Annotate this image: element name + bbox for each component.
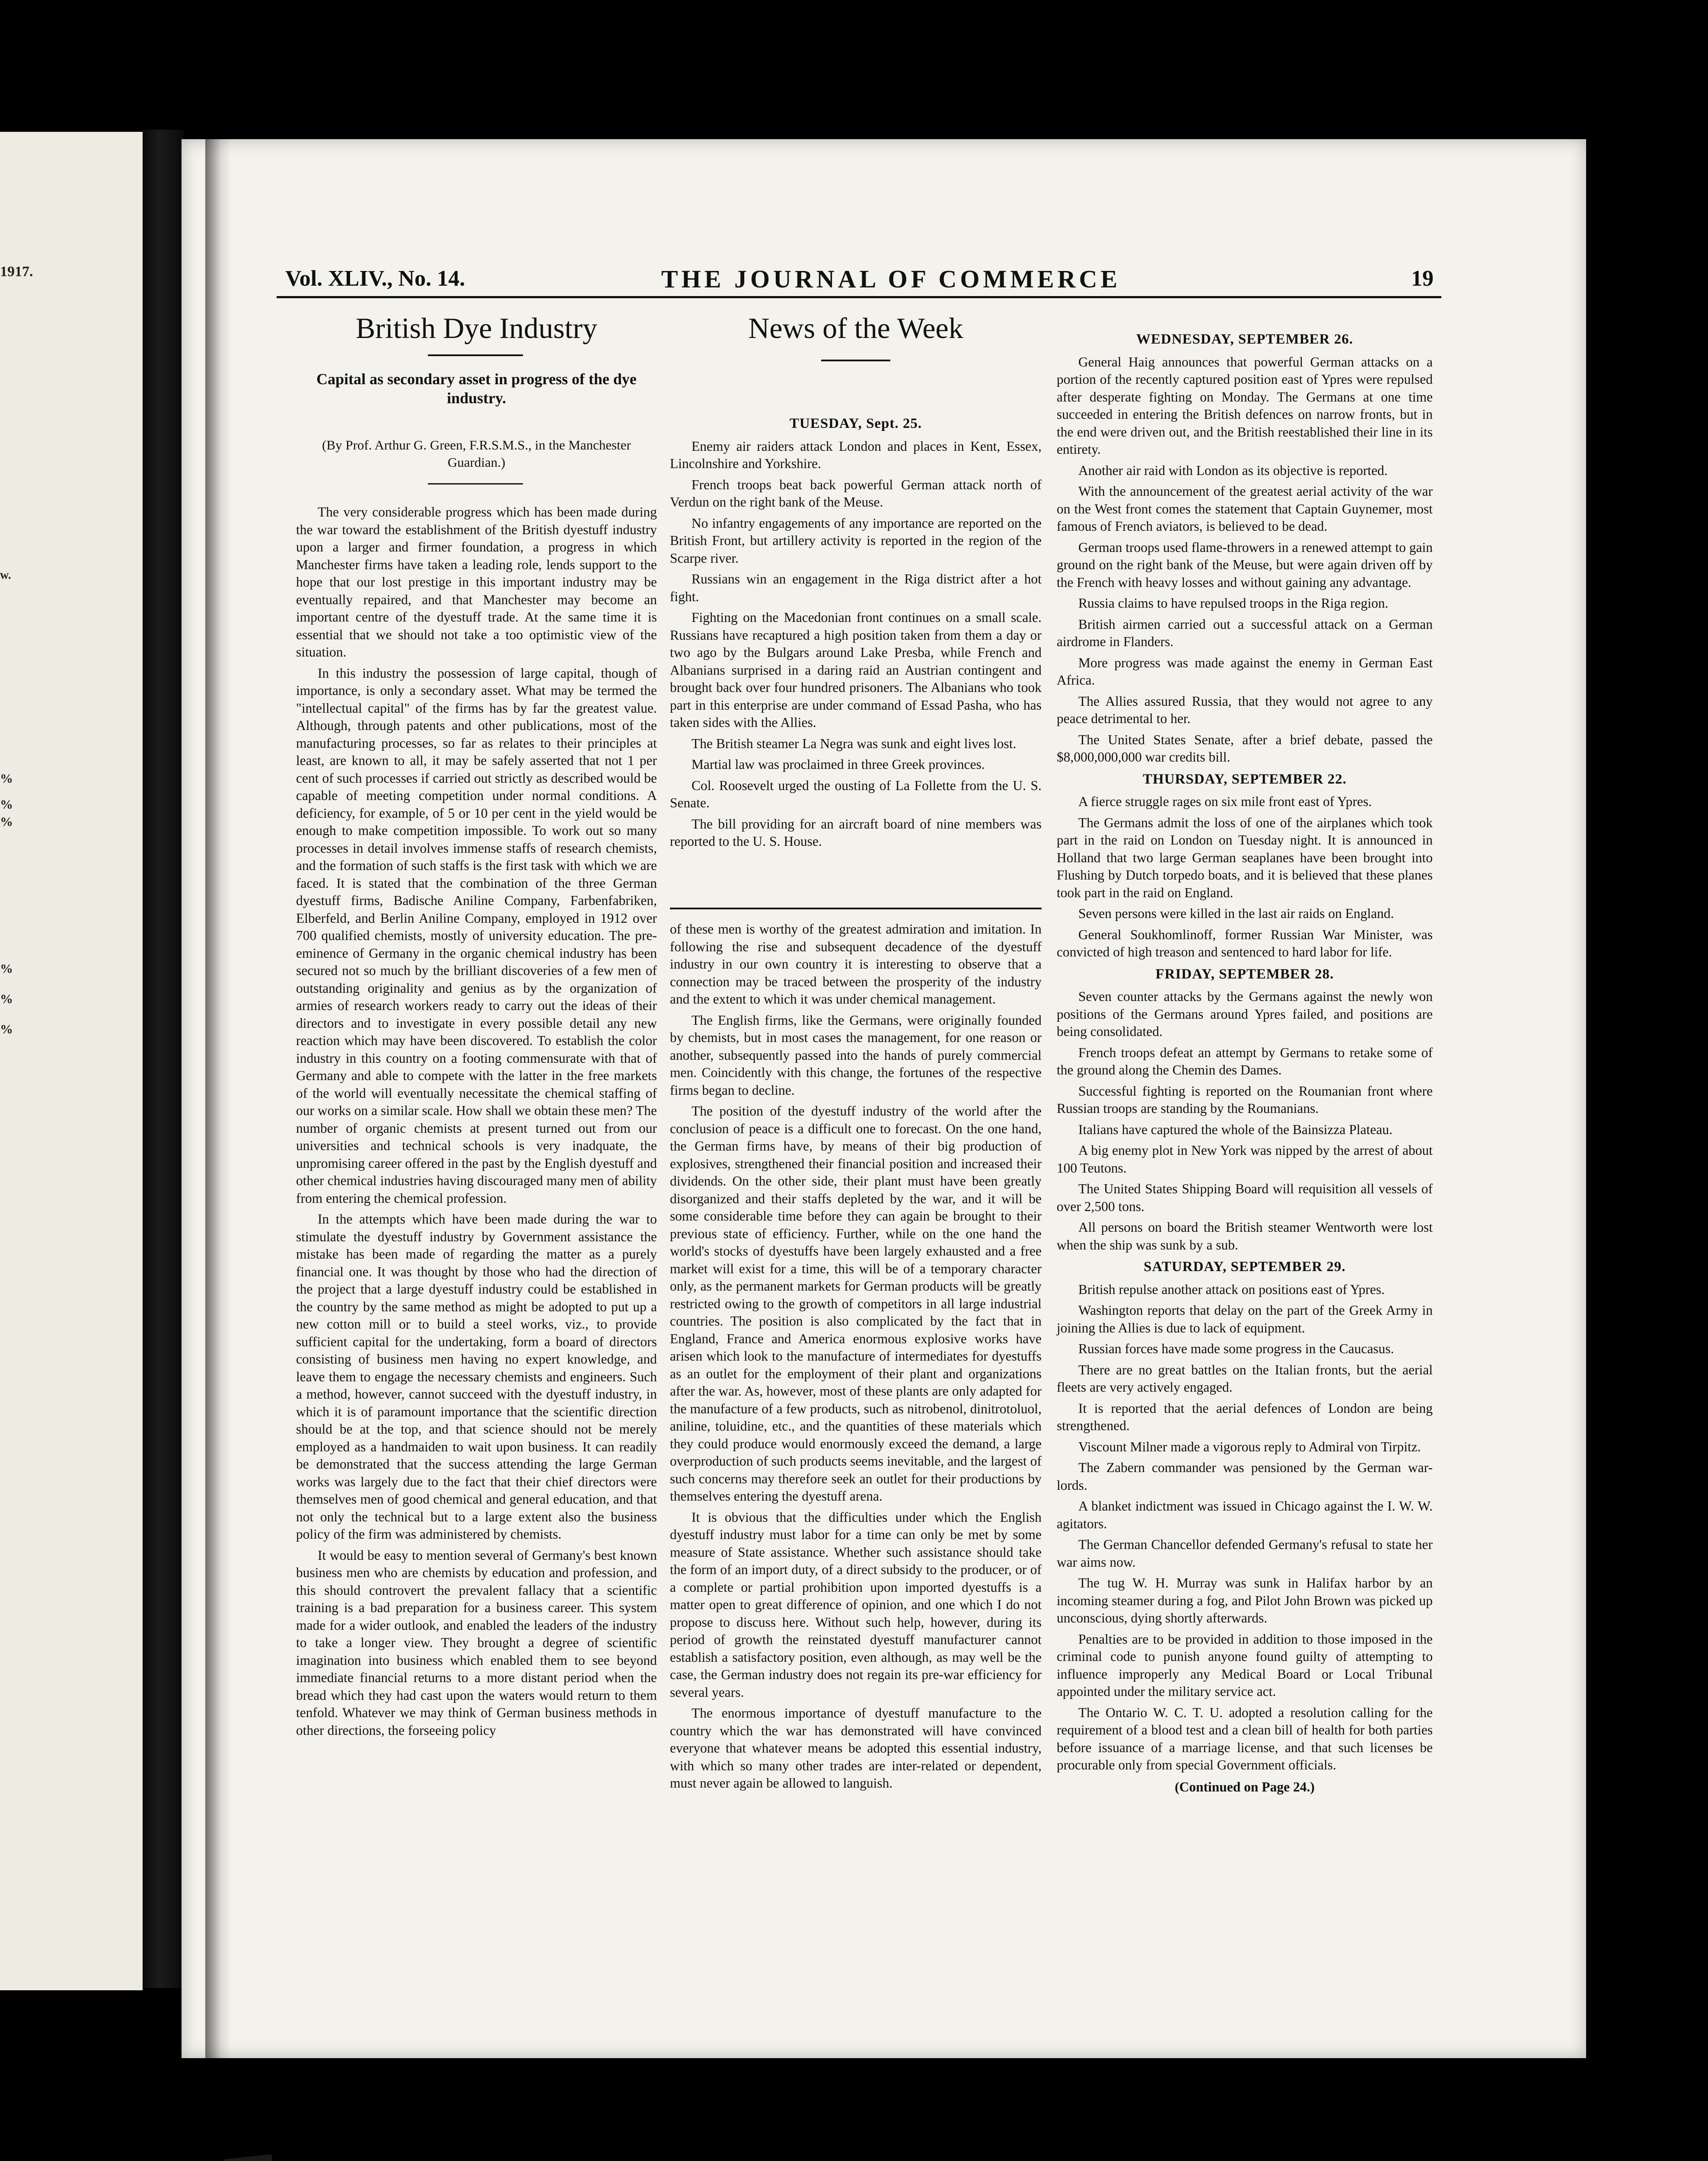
news-item: All persons on board the British steamer Wentworth were lost when the ship was sunk by a sub.: [1057, 1220, 1433, 1253]
news-item: British airmen carried out a successful attack on a German airdrome in Flanders.: [1057, 616, 1433, 649]
column-divider-rule: [670, 908, 1042, 909]
prev-page-fragment: %: [0, 992, 13, 1006]
news-item: Russian forces have made some progress in the Caucasus.: [1078, 1341, 1394, 1356]
article-paragraph: It is obvious that the difficulties under which the English dyestuff industry must labor for a time can only be met by some measure of State assistance. Whether such assistance should take the form of an import duty, of a direct subsidy to the producer, or of a complete or partial prohibition upon imported dyestuffs is a matter open to great difference of opinion, and one which I do not propose to discuss here. Without such help, however, during its period of growth the reinstated dyestuff manufacturer cannot establish a satisfactory position, even although, as may well be the case, the German industry does not regain its pre-war efficiency for several years.: [670, 1509, 1042, 1700]
publication-title: THE JOURNAL OF COMMERCE: [661, 265, 1121, 293]
article-byline: (By Prof. Arthur G. Green, F.R.S.M.S., in the Manchester Guardian.): [322, 437, 631, 470]
prev-page-fragment: %: [0, 797, 13, 812]
article-column-1: [296, 504, 657, 1743]
news-item: The Ontario W. C. T. U. adopted a resolution calling for the requirement of a blood test and a clean bill of health for both parties before issuance of a marriage license, and that such licenses be procurable only from special Government officials.: [1057, 1705, 1433, 1772]
news-item: Another air raid with London as its objective is reported.: [1078, 462, 1388, 478]
article-paragraph: The English firms, like the Germans, were originally founded by chemists, but in most cases the management, for one reason or another, subsequently passed into the hands of purely commercial men. Coincidently with this change, the fortunes of the respective firms began to decline.: [670, 1012, 1042, 1098]
headline-rule: [428, 354, 523, 356]
volume-number: Vol. XLIV., No. 14.: [285, 266, 465, 291]
prev-page-fragment: %: [0, 815, 13, 829]
news-headline: News of the Week: [748, 312, 963, 344]
news-item: The United States Shipping Board will requisition all vessels of over 2,500 tons.: [1057, 1181, 1433, 1214]
news-item: Col. Roosevelt urged the ousting of La Follette from the U. S. Senate.: [670, 778, 1042, 810]
news-item: The Zabern commander was pensioned by the German war-lords.: [1057, 1460, 1433, 1493]
article-paragraph: In the attempts which have been made during the war to stimulate the dyestuff industry by Government assistance the mistake has been made of regarding the matter as a purely financial one. It was thought by those who had the direction of the project that a large dyestuff industry could be established in the country by the same method as might be adopted to put up a new cotton mill or to build a steel works, viz., to provide sufficient capital for the undertaking, form a board of directors consisting of business men having no expert knowledge, and leave them to engage the necessary chemists and engineers. Such a method, however, cannot succeed with the dyestuff industry, in which it is of paramount importance that the scientific direction should be at the top, and that science should not be merely employed as a handmaiden to wait upon business. It can readily be demonstrated that the success attending the large German works was largely due to the fact that their chief directors were themselves men of good chemical and general education, and that not only the technical but to a large extent also the business policy of the firm was administered by chemists.: [296, 1211, 657, 1542]
news-column-right: [1057, 326, 1433, 1799]
continued-notice: (Continued on Page 24.): [1175, 1779, 1315, 1794]
prev-page-fragment: w.: [0, 568, 11, 582]
news-item: The Germans admit the loss of one of the airplanes which took part in the raid on London on Tuesday night. It is announced in Holland that two large German seaplanes have been brought into Flushing by Dutch torpedo boats, and it is believed that these planes took part in the raid on England.: [1057, 815, 1433, 900]
news-item: Russians win an engagement in the Riga district after a hot fight.: [670, 571, 1042, 604]
prev-page-fragment: %: [0, 1022, 13, 1036]
article-paragraph: It would be easy to mention several of Germany's best known business men who are chemists by education and profession, and this should controvert the prevalent fallacy that a scientific training is a bad preparation for a business career. This system made for a wider outlook, and enabled the leaders of the industry to take a longer view. They brought a degree of scientific imagination into business which enabled them to see beyond immediate financial returns to a more distant period when the bread which they had cast upon the waters would return to them tenfold. Whatever we may think of German business methods in other directions, the forseeing policy: [296, 1547, 657, 1738]
news-item: Seven counter attacks by the Germans against the newly won positions of the Germans around Ypres failed, and positions are being consolidated.: [1057, 989, 1433, 1039]
news-column-top: [670, 411, 1042, 854]
prev-page-fragment: %: [0, 771, 13, 786]
news-item: Martial law was proclaimed in three Greek provinces.: [691, 757, 985, 772]
article-paragraph: The position of the dyestuff industry of the world after the conclusion of peace is a difficult one to forecast. On the one hand, the German firms have, by means of their big production of explosives, strengthened their financial position and increased their dividends. On the other side, their plant must have been greatly disorganized and their staffs depleted by the war, and it will be some considerable time before they can again be brought to their previous state of efficiency. Further, while on the one hand the world's stocks of dyestuffs have been largely exhausted and a free market will exist for a time, this will be of a temporary character only, as the permanent markets for German products will be greatly restricted owing to the growth of competitors in all large industrial countries. The position is also complicated by the fact that in England, France and America enormous explosive works have arisen which look to the manufacture of intermediates for dyestuffs as an outlet for the employment of their plant and organizations after the war. As, however, most of these plants are only adapted for the manufacture of a few products, such as nitrobenol, dinitrotoluol, aniline, toluidine, etc., and the quantities of these materials which they could produce would enormously exceed the demand, a large overproduction of such products seems inevitable, and the largest of such concerns may therefore seek an outlet for their productions by themselves entering the dyestuff arena.: [670, 1103, 1042, 1504]
day-heading: THURSDAY, SEPTEMBER 22.: [1143, 771, 1347, 787]
news-item: Washington reports that delay on the part of the Greek Army in joining the Allies is due to lack of equipment.: [1057, 1303, 1433, 1335]
news-item: General Haig announces that powerful German attacks on a portion of the recently captured position east of Ypres were repulsed after desperate fighting on Monday. The Germans at one time succeeded in entering the British defences on narrow fronts, but in the end were driven out, and the British reestablished their line in its entirety.: [1057, 354, 1433, 457]
news-item: The bill providing for an aircraft board of nine members was reported to the U. S. House.: [670, 816, 1042, 849]
news-item: A big enemy plot in New York was nipped by the arrest of about 100 Teutons.: [1057, 1143, 1433, 1176]
news-item: Russia claims to have repulsed troops in the Riga region.: [1078, 596, 1389, 611]
byline-rule: [428, 483, 523, 484]
news-item: More progress was made against the enemy in German East Africa.: [1057, 655, 1433, 688]
news-item: German troops used flame-throwers in a renewed attempt to gain ground on the right bank of the Meuse, but were again driven off by the French with heavy losses and without gaining any advantage.: [1057, 539, 1433, 590]
page-number: 19: [1411, 266, 1434, 291]
news-item: Viscount Milner made a vigorous reply to Admiral von Tirpitz.: [1078, 1439, 1421, 1454]
news-item: The tug W. H. Murray was sunk in Halifax harbor by an incoming steamer during a fog, and Pilot John Brown was picked up unconscious, dying shortly afterwards.: [1057, 1575, 1433, 1626]
day-heading: FRIDAY, SEPTEMBER 28.: [1155, 966, 1334, 982]
page-fold-shadow: [205, 139, 231, 2058]
news-item: There are no great battles on the Italian fronts, but the aerial fleets are very actively engaged.: [1057, 1362, 1433, 1395]
article-paragraph: The very considerable progress which has been made during the war toward the establishment of the British dyestuff industry upon a larger and firmer foundation, a progress in which Manchester firms have taken a leading role, lends support to the hope that our lost prestige in this important industry may be eventually repaired, and that Manchester may become an important centre of the dyestuff trade. At the same time it is essential that we should not take a too optimistic view of the situation.: [296, 504, 657, 660]
news-item: No infantry engagements of any importance are reported on the British Front, but artillery activity is reported in the region of the Scarpe river.: [670, 515, 1042, 566]
article-paragraph: of these men is worthy of the greatest admiration and imitation. In following the rise and subsequent decadence of the dyestuff industry in our own country it is interesting to observe that a connection may be traced between the prosperity of the industry and the extent to which it was under chemical management.: [670, 921, 1042, 1007]
article-headline: British Dye Industry: [355, 312, 598, 344]
article-subheadline: Capital as secondary asset in progress of the dye industry.: [316, 370, 637, 407]
news-item: The Allies assured Russia, that they would not agree to any peace detrimental to her.: [1057, 693, 1433, 726]
news-headline-rule: [821, 360, 890, 361]
news-item: General Soukhomlinoff, former Russian War Minister, was convicted of high treason and sentenced to hard labor for life.: [1057, 927, 1433, 959]
news-item: The German Chancellor defended Germany's refusal to state her war aims now.: [1057, 1537, 1433, 1570]
news-item: French troops beat back powerful German attack north of Verdun on the right bank of the Meuse.: [670, 477, 1042, 510]
news-item: French troops defeat an attempt by Germans to retake some of the ground along the Chemin des Dames.: [1057, 1045, 1433, 1077]
day-heading: WEDNESDAY, SEPTEMBER 26.: [1136, 331, 1354, 347]
news-item: A fierce struggle rages on six mile front east of Ypres.: [1078, 794, 1372, 809]
article-paragraph: The enormous importance of dyestuff manufacture to the country which the war has demonstrated will have convinced everyone that whatever means be adopted this essential industry, with which so many other trades are inter-related or dependent, must never again be allowed to languish.: [670, 1705, 1042, 1791]
day-heading: TUESDAY, Sept. 25.: [789, 416, 922, 431]
news-item: The United States Senate, after a brief debate, passed the $8,000,000,000 war credits bill.: [1057, 732, 1433, 765]
news-item: A blanket indictment was issued in Chicago against the I. W. W. agitators.: [1057, 1498, 1433, 1531]
news-item: British repulse another attack on positions east of Ypres.: [1078, 1281, 1385, 1297]
previous-page-edge: [0, 132, 143, 1990]
news-item: It is reported that the aerial defences of London are being strengthened.: [1057, 1400, 1433, 1433]
prev-page-year: 1917.: [0, 264, 33, 280]
news-item: Successful fighting is reported on the Roumanian front where Russian troops are standing by the Roumanians.: [1057, 1083, 1433, 1116]
book-gutter: [143, 130, 184, 1988]
article-paragraph: In this industry the possession of large capital, though of importance, is only a secondary asset. What may be termed the "intellectual capital" of the firms has by far the greatest value. Although, through patents and other publications, most of the manufacturing processes, so far as relates to their principles at least, are known to all, it may be safely asserted that not 1 per cent of such processes if carried out strictly as described would be capable of meeting competition under normal conditions. A deficiency, for example, of 5 or 10 per cent in the yield would be enough to make competition impossible. To work out so many processes in detail involves immense staffs of research chemists, and the formation of such staffs is the first task with which we are faced. It is stated that the combination of the three German dyestuff firms, Badische Aniline Company, Farbenfabriken, Elberfeld, and Berlin Aniline Company, employed in 1912 over 700 qualified chemists, mostly of university education. The pre-eminence of Germany in the organic chemical industry has been secured not so much by the brilliant discoveries of a few men of outstanding originality and genius as by the organization of armies of research workers ready to carry out the ideas of their directors and to investigate in every possible detail any new reaction which may have been discovered. To establish the color industry in this country on a footing commensurate with that of Germany and able to compete with the latter in the free markets of the world will eventually necessitate the chemical staffing of our works on a similar scale. How shall we obtain these men? The number of organic chemists at present turned out from our universities and technical schools is very inadquate, the unpromising career offered in the past by the English dyestuff and other chemical industries having discouraged many men of ability from entering the chemical profession.: [296, 665, 657, 1206]
news-item: Enemy air raiders attack London and places in Kent, Essex, Lincolnshire and Yorkshire.: [670, 438, 1042, 471]
prev-page-fragment: %: [0, 962, 13, 976]
header-rule: [277, 296, 1441, 298]
news-item: Seven persons were killed in the last air raids on England.: [1078, 906, 1394, 921]
news-item: With the announcement of the greatest aerial activity of the war on the West front comes the statement that Captain Guynemer, most famous of French aviators, is believed to be dead.: [1057, 484, 1433, 534]
article-continuation-column: [670, 921, 1042, 1796]
film-scratch: [224, 2154, 273, 2161]
news-item: Fighting on the Macedonian front continues on a small scale. Russians have recaptured a high position taken from them a day or two ago by the Bulgars around Lake Presba, while French and Albanians surprised in a daring raid an Austrian contingent and brought back over four hundred prisoners. The Albanians who took part in this enterprise are under command of Essad Pasha, who has taken sides with the Allies.: [670, 610, 1042, 730]
news-item: Penalties are to be provided in addition to those imposed in the criminal code to punish anyone found guilty of attempting to influence improperly any Medical Board or Local Tribunal appointed under the military service act.: [1057, 1631, 1433, 1699]
day-heading: SATURDAY, SEPTEMBER 29.: [1144, 1259, 1346, 1275]
news-item: The British steamer La Negra was sunk and eight lives lost.: [691, 736, 1017, 751]
news-item: Italians have captured the whole of the Bainsizza Plateau.: [1078, 1122, 1393, 1137]
